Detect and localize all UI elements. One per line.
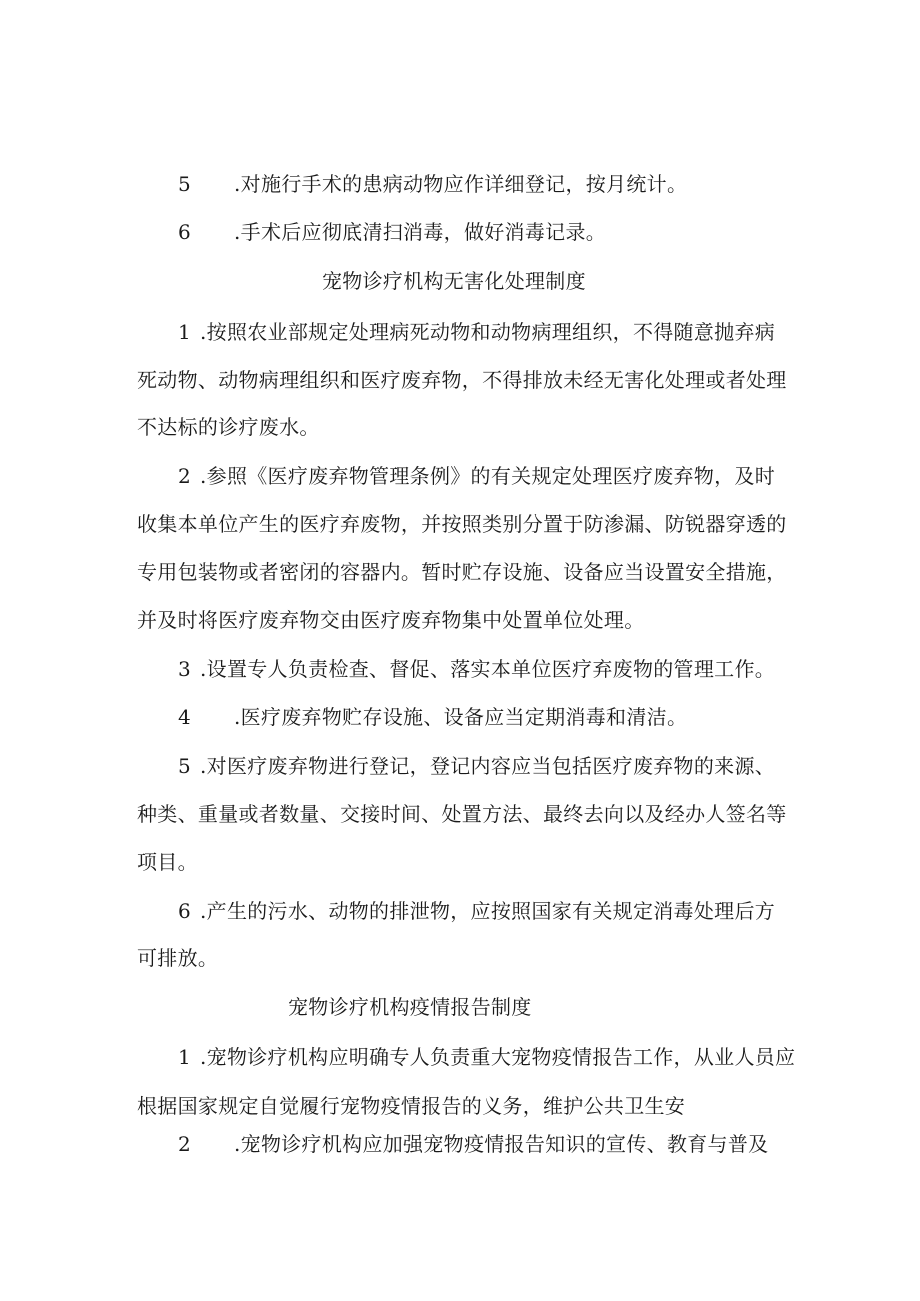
- item-text: .设置专人负责检查、督促、落实本单位医疗弃废物的管理工作。: [200, 657, 776, 681]
- item-text-continued: 死动物、动物病理组织和医疗废弃物，不得排放未经无害化处理或者处理: [137, 368, 787, 392]
- item-number: 2: [178, 1132, 192, 1156]
- item-text-continued: 不达标的诊疗废水。: [137, 415, 320, 439]
- item-text-continued: 可排放。: [137, 946, 219, 970]
- item-number: 1: [178, 320, 192, 344]
- item-number: 4: [178, 705, 192, 729]
- list-item: [178, 218, 606, 246]
- list-item: [178, 897, 775, 925]
- item-text-continued: 并及时将医疗废弃物交由医疗废弃物集中处置单位处理。: [137, 608, 645, 632]
- section-title: 宠物诊疗机构无害化处理制度: [322, 269, 586, 293]
- item-text-continued: 专用包装物或者密闭的容器内。暂时贮存设施、设备应当设置安全措施，: [137, 560, 787, 584]
- item-number: 6: [178, 899, 192, 923]
- section-title: 宠物诊疗机构疫情报告制度: [288, 995, 532, 1019]
- list-item: [178, 703, 687, 731]
- list-item: [178, 752, 775, 780]
- item-text: .手术后应彻底清扫消毒，做好消毒记录。: [234, 220, 607, 244]
- item-text: .对施行手术的患病动物应作详细登记，按月统计。: [234, 172, 688, 196]
- item-text: .产生的污水、动物的排泄物，应按照国家有关规定消毒处理后方: [200, 899, 776, 923]
- item-text: .按照农业部规定处理病死动物和动物病理组织，不得随意抛弃病: [200, 320, 776, 344]
- item-text: .参照《医疗废弃物管理条例》的有关规定处理医疗废弃物，及时: [200, 464, 776, 488]
- item-text: .宠物诊疗机构应加强宠物疫情报告知识的宣传、教育与普及: [234, 1132, 769, 1156]
- list-item: [178, 462, 775, 490]
- list-item: [178, 1130, 768, 1158]
- item-text: .医疗废弃物贮存设施、设备应当定期消毒和清洁。: [234, 705, 688, 729]
- item-text-continued: 根据国家规定自觉履行宠物疫情报告的义务，维护公共卫生安: [137, 1094, 686, 1118]
- item-number: 6: [178, 220, 192, 244]
- list-item: [178, 1043, 795, 1071]
- item-number: 5: [178, 754, 192, 778]
- item-number: 3: [178, 657, 192, 681]
- item-text-continued: 收集本单位产生的医疗弃废物，并按照类别分置于防渗漏、防锐器穿透的: [137, 512, 787, 536]
- list-item: [178, 318, 775, 346]
- item-text: .宠物诊疗机构应明确专人负责重大宠物疫情报告工作，从业人员应: [200, 1045, 796, 1069]
- item-text-continued: 项目。: [137, 850, 198, 874]
- item-number: 1: [178, 1045, 192, 1069]
- list-item: [178, 170, 687, 198]
- item-number: 2: [178, 464, 192, 488]
- item-text: .对医疗废弃物进行登记，登记内容应当包括医疗废弃物的来源、: [200, 754, 776, 778]
- list-item: [178, 655, 775, 683]
- item-text-continued: 种类、重量或者数量、交接时间、处置方法、最终去向以及经办人签名等: [137, 802, 787, 826]
- item-number: 5: [178, 172, 192, 196]
